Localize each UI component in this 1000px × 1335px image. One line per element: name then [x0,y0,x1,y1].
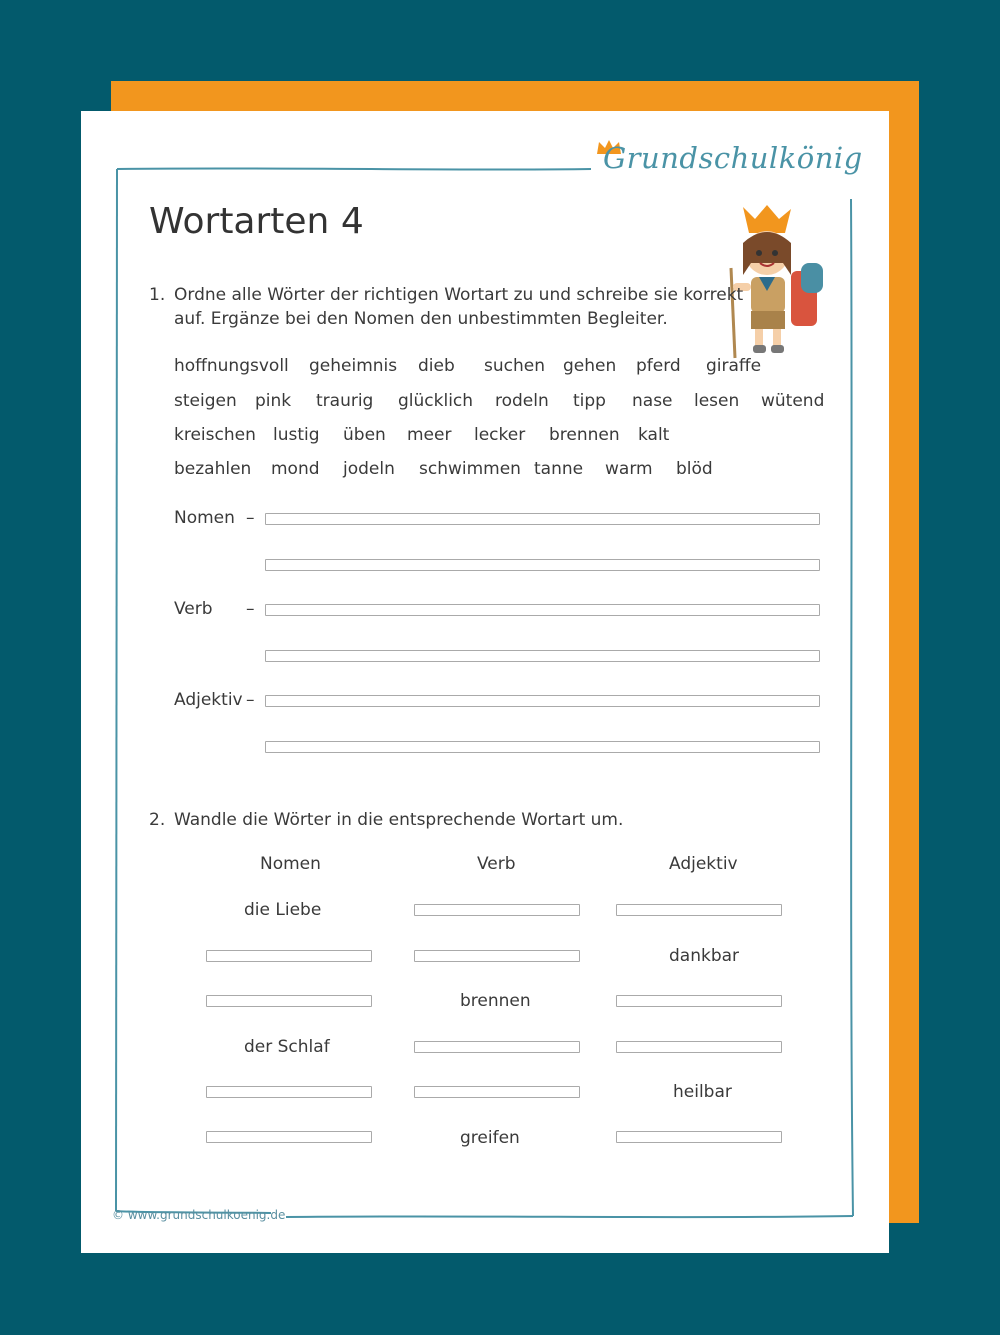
adjektiv-answer-line-2[interactable] [265,741,820,753]
verb-answer-line-1[interactable] [265,604,820,616]
word-item: meer [407,425,452,445]
page-title: Wortarten 4 [149,201,364,242]
answer-box[interactable] [414,904,580,916]
word-item: dieb [418,356,455,376]
answer-box[interactable] [616,1041,782,1053]
answer-box[interactable] [616,995,782,1007]
answer-box[interactable] [616,904,782,916]
word-item: glücklich [398,391,474,411]
worksheet-page [81,111,889,1253]
answer-box[interactable] [206,950,372,962]
word-item: warm [605,459,653,479]
given-word: heilbar [673,1082,732,1102]
word-item: üben [343,425,386,445]
word-item: jodeln [343,459,395,479]
category-label-adjektiv: Adjektiv [174,690,243,710]
word-item: tipp [573,391,606,411]
task-1-text-line-1: Ordne alle Wörter der richtigen Wortart zu und schreibe sie korrekt [174,285,744,305]
nomen-answer-line-1[interactable] [265,513,820,525]
column-header-adjektiv: Adjektiv [669,854,738,874]
word-item: bezahlen [174,459,252,479]
word-item: rodeln [495,391,549,411]
word-item: brennen [549,425,620,445]
footer-copyright: © www.grundschulkoenig.de [112,1208,286,1222]
answer-box[interactable] [414,1041,580,1053]
word-item: steigen [174,391,237,411]
category-dash: – [246,508,255,528]
word-item: geheimnis [309,356,398,376]
word-item: traurig [316,391,374,411]
brand-logo: Grundschulkönig [603,141,863,175]
given-word: der Schlaf [244,1037,330,1057]
given-word: greifen [460,1128,520,1148]
answer-box[interactable] [616,1131,782,1143]
answer-box[interactable] [414,1086,580,1098]
word-item: kalt [638,425,670,445]
word-item: pink [255,391,292,411]
word-item: lecker [474,425,526,445]
word-item: hoffnungsvoll [174,356,289,376]
word-item: nase [632,391,673,411]
word-item: kreischen [174,425,256,445]
word-item: schwimmen [419,459,521,479]
word-item: gehen [563,356,617,376]
word-item: lesen [694,391,740,411]
task-1-text-line-2: auf. Ergänze bei den Nomen den unbestimmten Begleiter. [174,309,668,329]
category-label-nomen: Nomen [174,508,235,528]
verb-answer-line-2[interactable] [265,650,820,662]
word-item: pferd [636,356,681,376]
given-word: brennen [460,991,531,1011]
column-header-verb: Verb [477,854,516,874]
word-item: mond [271,459,320,479]
word-item: tanne [534,459,584,479]
given-word: die Liebe [244,900,322,920]
word-item: giraffe [706,356,762,376]
nomen-answer-line-2[interactable] [265,559,820,571]
answer-box[interactable] [206,1131,372,1143]
answer-box[interactable] [414,950,580,962]
category-dash: – [246,690,255,710]
answer-box[interactable] [206,995,372,1007]
word-item: wütend [761,391,825,411]
answer-box[interactable] [206,1086,372,1098]
word-item: lustig [273,425,320,445]
word-item: suchen [484,356,545,376]
task-1-number: 1. [149,285,166,305]
column-header-nomen: Nomen [260,854,321,874]
task-2-number: 2. [149,810,166,830]
word-item: blöd [676,459,713,479]
adjektiv-answer-line-1[interactable] [265,695,820,707]
category-label-verb: Verb [174,599,213,619]
task-2-text: Wandle die Wörter in die entsprechende Wortart um. [174,810,624,830]
category-dash: – [246,599,255,619]
given-word: dankbar [669,946,740,966]
